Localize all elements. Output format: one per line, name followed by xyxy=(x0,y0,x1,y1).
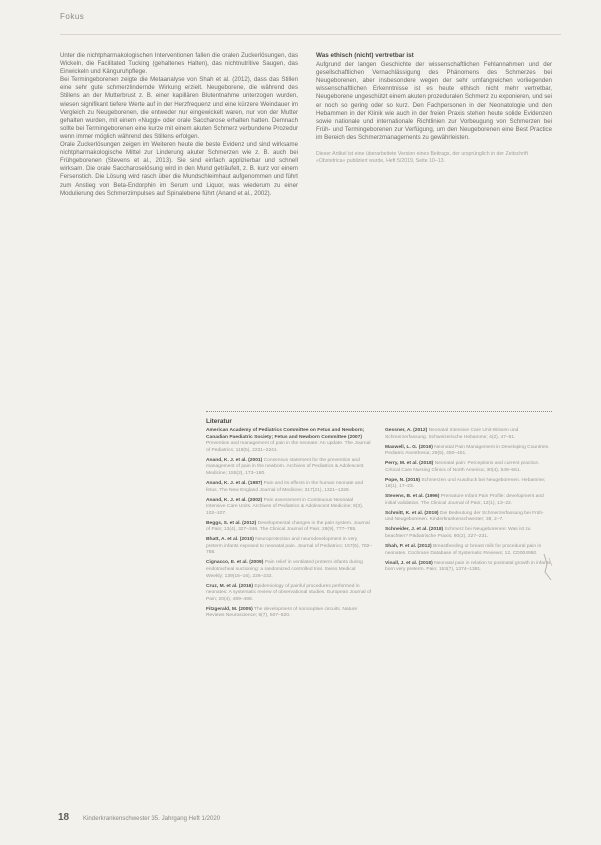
journal-footer: Kinderkrankenschwester 35. Jahrgang Heft 1/2020 xyxy=(83,815,221,822)
reference-text: Epidemiology of painful procedures performed in neonates: A systematic review of observational studies. European Journal of Pain; 20(4), 489–498. xyxy=(206,583,372,602)
reference-entry xyxy=(206,537,373,557)
article-right-column xyxy=(316,52,552,171)
reference-text: Developmental changes in the pain system. Journal of Pain; 13(4), 327–346. The Clinical Journal of Pain; 28(9), 777–785. xyxy=(206,520,370,533)
reference-entry xyxy=(206,458,373,478)
reference-author: Perry, M. et al. (2018) xyxy=(385,461,434,467)
reference-entry xyxy=(385,527,552,540)
reference-text: Neuroprotection and neurodevelopment in very preterm infants exposed to neonatal pain. Journal of Pediatrics; 157(5), 782–788. xyxy=(206,537,373,556)
section-heading: Was ethisch (nicht) vertretbar ist xyxy=(316,52,414,59)
reference-text: Schmerz bei Neugeborenen: Was ist zu beachten? Pädiatrische Praxis; 90(2), 227–231. xyxy=(385,527,531,540)
reference-entry xyxy=(385,511,552,524)
paragraph: Orale Zuckerlösungen zeigen im Weiteren heute die beste Evidenz und sind wirksame nichtpharmakologische Mittel zur Linderung akuter Schmerzen wie z. B. auch bei Frühgeborenen (Stevens et al., 2013). Sie sind einfach applizierbar und schnell wirksam. Die orale Saccharoselösung wird in den Mund geträufelt, z. B. kurz vor einem Fersenstich. Die Lösung wird rasch über die Mundschleimhaut aufgenommen und führt zum Anstieg von Beta-Endorphin im Serum und Liquor, was wiederum zu einer Modulierung des Schmerzimpulses auf Spinalebene führt (Anand et al., 2002). xyxy=(60,141,298,197)
reference-text: Neonatal pain: Perceptions and current practice. Critical Care Nursing Clinics of North America; 30(4), 549–561. xyxy=(385,461,540,473)
pen-mark-icon xyxy=(541,552,555,582)
reference-text: Pain relief in ventilated preterm infants during endotracheal suctioning: a randomized controlled trial. Swiss Medical Weekly; 139(15–16), 226–232. xyxy=(206,560,363,579)
reference-entry xyxy=(385,445,552,458)
reference-author: Schmitt, K. et al. (2019) xyxy=(385,510,439,516)
paragraph: Unter die nichtpharmakologischen Interventionen fallen die oralen Zuckerlösungen, das Wickeln, die Facilitated Tucking (gehaltenes Halten), das nichtnutritive Saugen, das Einwickeln und Känguruhpflege. xyxy=(60,52,298,76)
header-divider xyxy=(60,34,561,35)
reference-text: Neonatal Intensive Care Unit-Wissen und Schmerzerfassung. Schweizerische Hebamme; 4(2), 47–51. xyxy=(385,428,519,440)
reference-author: Beggs, S. et al. (2012) xyxy=(206,520,257,526)
page-number: 18 xyxy=(58,812,70,823)
reference-entry xyxy=(206,560,373,580)
reference-author: Bhatt, A. et al. (2010) xyxy=(206,537,254,543)
reference-entry xyxy=(206,481,373,494)
reference-text: Pain and its effects in the human neonate and fetus. The New England Journal of Medicine; 317(21), 1321–1329. xyxy=(206,480,364,493)
reference-entry xyxy=(385,494,552,507)
reference-author: Pope, N. (2015) xyxy=(385,477,421,483)
reference-entry xyxy=(385,544,552,557)
reference-text: Die Bedeutung der Schmerzerfassung bei Früh- und Neugeborenen. Kinderkrankenschwester; 38, 2–7. xyxy=(385,510,544,523)
reference-entry xyxy=(206,521,373,534)
reference-author: Anand, K. J. et al. (2001) xyxy=(206,457,263,463)
reference-text: Schmerzen und Ausdruck bei Neugeborenen. Hebamme; 18(1), 17–23. xyxy=(385,477,546,490)
literature-title: Literatur xyxy=(206,418,232,425)
reference-author: Gessner, A. (2012) xyxy=(385,428,428,433)
reference-author: Cignacco, E. et al. (2009) xyxy=(206,560,264,566)
article-left-column xyxy=(60,52,298,198)
reference-author: Anand, K. J. et al. (2002) xyxy=(206,497,263,503)
reference-author: Stevens, B. et al. (1996) xyxy=(385,494,440,500)
reference-author: Fitzgerald, M. (2005) xyxy=(206,606,253,612)
reference-entry xyxy=(385,428,552,441)
reference-author: Maxwell, L. G. (2019) xyxy=(385,444,433,450)
reference-entry xyxy=(206,584,373,604)
reference-author: American Academy of Pediatrics Committee on Fetus and Newborn; Canadian Paediatric Society; Fetus and Newborn Committee (2007) xyxy=(206,428,365,440)
reference-text: Consensus statement for the prevention and management of pain in the newborn. Archives of Pediatrics & Adolescent Medicine; 155(2), 173–180. xyxy=(206,457,364,476)
reference-entry xyxy=(385,461,552,474)
reference-text: Neonatal pain in relation to postnatal growth in infants born very preterm. Pain; 153(7), 1374–1381. xyxy=(385,560,551,573)
reference-text: Premature Infant Pain Profile: development and initial validation. The Clinical Journal of Pain; 12(1), 13–22. xyxy=(385,494,544,506)
reference-text: The development of nociceptive circuits. Nature Reviews Neuroscience; 6(7), 507–520. xyxy=(206,606,358,619)
reference-author: Vinall, J. et al. (2018) xyxy=(385,560,433,566)
reference-entry xyxy=(385,561,552,574)
section-label: Fokus xyxy=(60,12,85,21)
reference-entry xyxy=(385,478,552,491)
article-note: Dieser Artikel ist eine überarbeitete Version eines Beitrags, der ursprünglich in der Zeitschrift «Obstetrica» publiziert wurde, Heft 5/2019, Seite 10–13. xyxy=(316,151,528,165)
literature-left-column xyxy=(206,428,373,623)
reference-author: Schneider, J. et al. (2018) xyxy=(385,527,444,533)
reference-entry xyxy=(206,498,373,518)
paragraph: Aufgrund der langen Geschichte der wissenschaftlichen Fehlannahmen und der gesellschaftlichen Vernachlässigung des Phänomens des Schmerzes bei Neugeborenen, aber insbesondere wegen der sehr umfangreichen vorliegenden wissenschaftlichen Erkenntnisse ist es heute ethisch nicht mehr vertretbar, Neugeborene ungeschützt einem akuten prozeduralen Schmerz zu exponieren, und sei er noch so gering oder so kurz. Den Fachpersonen in der Neonatologie und den Hebammen in der Klinik wie auch in der freien Praxis stehen heute solide Evidenzen sowie nationale und internationale Richtlinien zur Vorbeugung von Schmerzen bei Früh- und Termingeborenen zur Verfügung, um den Neugeborenen eine Best Practice im Bereich des Schmerzmanagements zu gewährleisten. xyxy=(316,61,552,141)
reference-text: Breastfeeding or breast milk for procedural pain in neonates. Cochrane Database of Systematic Reviews; 12, CD004950. xyxy=(385,544,542,556)
literature-right-column xyxy=(385,428,552,577)
reference-entry xyxy=(206,607,373,620)
reference-author: Anand, K. J. et al. (1987) xyxy=(206,480,263,486)
reference-text: Prevention and management of pain in the neonate: An update. The Journal of Pediatrics; 118(5), 2231–2241. xyxy=(206,441,371,453)
literature-divider xyxy=(206,411,552,412)
paragraph: Bei Termingeborenen zeigte die Metaanalyse von Shah et al. (2012), dass das Stillen eine sehr gute schmerzlindernde Wirkung erzielt. Neugeborene, die während des Stillens an der Mutterbrust z. B. einer kapillären Blutentnahme unterzogen wurden, wiesen signifikant tiefere Werte auf in der Herzfrequenz und eine kürzere Weindauer im Vergleich zu Neugeborenen, die entweder nur eingewickelt waren, nur von der Mutter gehalten wurden, mit einem «Nuggi» oder orale Saccharose erhalten hatten. Demnach sollte bei Termingeborenen eine kurze mit einem akuten Schmerz verbundene Prozedur wenn immer möglich während des Stillens erfolgen. xyxy=(60,76,298,140)
reference-text: Neonatal Pain Management in Developing Countries. Pediatric Anesthesia; 29(5), 450–451. xyxy=(385,444,550,457)
reference-author: Shah, P. et al. (2012) xyxy=(385,544,432,550)
reference-entry xyxy=(206,428,373,454)
reference-text: Pain assessment in Continuous Neonatal Intensive Care Units. Archives of Pediatrics & Adolescent Medicine; 9(3), 102–107. xyxy=(206,497,364,516)
reference-author: Cruz, M. et al. (2016) xyxy=(206,583,254,589)
